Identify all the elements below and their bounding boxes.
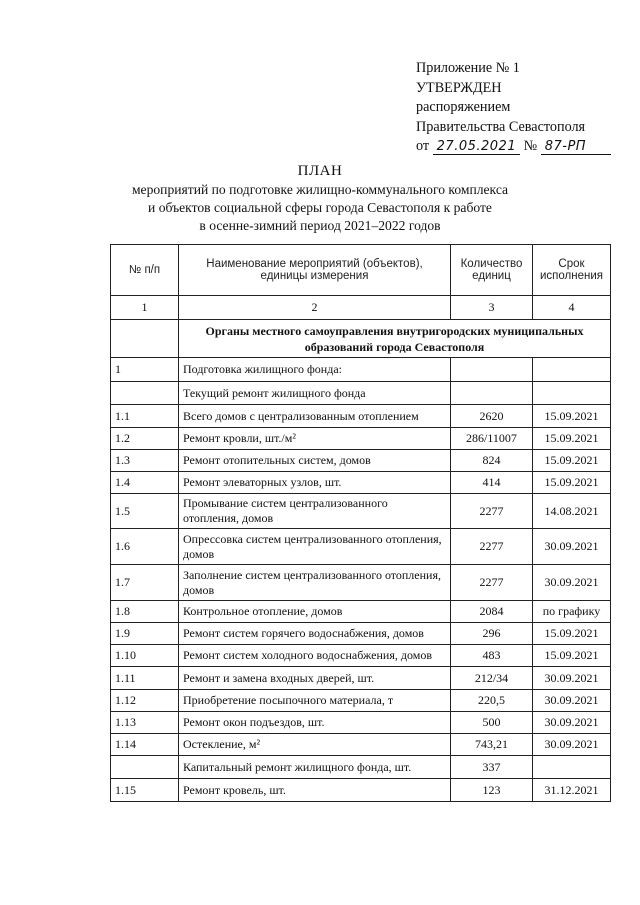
row-number [111,382,179,405]
row-deadline: 15.09.2021 [533,623,611,645]
table-row [111,405,611,428]
plan-subtitle-line1: мероприятий по подготовке жилищно-коммунального комплекса [131,182,509,197]
table-row [111,779,611,802]
row-name: Остекление, м² [179,734,451,756]
section-num-cell [111,320,179,358]
row-quantity: 2277 [451,565,533,601]
row-quantity: 743,21 [451,734,533,756]
table-row [111,450,611,472]
row-deadline: по графику [533,601,611,623]
row-deadline: 15.09.2021 [533,405,611,428]
table-row [111,601,611,623]
row-name: Ремонт кровли, шт./м² [179,428,451,450]
row-name: Ремонт и замена входных дверей, шт. [179,667,451,690]
plan-subtitle-line3: в осенне-зимний период 2021–2022 годов [199,218,441,233]
row-number: 1 [111,358,179,382]
table-row [111,358,611,382]
col-number-1: 1 [111,296,179,320]
row-deadline [533,358,611,382]
row-number: 1.3 [111,450,179,472]
table-row [111,382,611,405]
section-title: Органы местного самоуправления внутригородских муниципальных образований города Севастополя [179,320,611,358]
row-quantity [451,382,533,405]
row-deadline: 15.09.2021 [533,450,611,472]
row-number: 1.6 [111,529,179,565]
row-quantity: 2084 [451,601,533,623]
row-deadline [533,756,611,779]
number-label: № [523,138,538,154]
row-name: Текущий ремонт жилищного фонда [179,382,451,405]
order-date: 27.05.2021 [433,139,520,155]
row-number: 1.10 [111,645,179,667]
order-label: распоряжением [416,99,511,115]
row-quantity: 2277 [451,529,533,565]
header-num: № п/п [111,245,179,296]
table-row [111,565,611,601]
row-name: Подготовка жилищного фонда: [179,358,451,382]
row-quantity: 296 [451,623,533,645]
row-number: 1.5 [111,494,179,529]
row-quantity: 483 [451,645,533,667]
row-deadline: 30.09.2021 [533,529,611,565]
row-number [111,756,179,779]
table-row [111,734,611,756]
table-row [111,690,611,712]
header-term-line2: исполнения [539,270,603,282]
row-quantity: 2620 [451,405,533,428]
row-name: Ремонт кровель, шт. [179,779,451,802]
col-number-4: 4 [533,296,611,320]
row-quantity: 500 [451,712,533,734]
row-quantity: 123 [451,779,533,802]
row-quantity: 337 [451,756,533,779]
row-deadline [533,382,611,405]
header-term [533,245,611,296]
row-number: 1.7 [111,565,179,601]
row-deadline: 30.09.2021 [533,565,611,601]
table-row [111,529,611,565]
row-number: 1.15 [111,779,179,802]
order-number: 87-РП [541,139,611,155]
row-name: Промывание систем централизованного отопления, домов [179,494,451,529]
approval-block [416,59,626,157]
row-name: Ремонт отопительных систем, домов [179,450,451,472]
table-row [111,667,611,690]
row-number: 1.2 [111,428,179,450]
row-number: 1.11 [111,667,179,690]
row-number: 1.8 [111,601,179,623]
row-deadline: 14.08.2021 [533,494,611,529]
col-number-3: 3 [451,296,533,320]
row-quantity: 824 [451,450,533,472]
plan-table [110,244,611,802]
row-number: 1.13 [111,712,179,734]
table-row [111,494,611,529]
row-deadline: 30.09.2021 [533,734,611,756]
header-term-line1: Срок [558,258,585,270]
header-row [111,245,611,296]
row-quantity: 2277 [451,494,533,529]
row-name: Капитальный ремонт жилищного фонда, шт. [179,756,451,779]
table-row [111,472,611,494]
row-deadline: 30.09.2021 [533,667,611,690]
row-deadline: 30.09.2021 [533,690,611,712]
plan-heading: ПЛАН [297,163,343,179]
order-date-line [416,137,626,157]
column-number-row [111,296,611,320]
from-label: от [416,138,430,154]
row-name: Заполнение систем централизованного отопления, домов [179,565,451,601]
table-row [111,623,611,645]
row-name: Ремонт систем горячего водоснабжения, домов [179,623,451,645]
header-name: Наименование мероприятий (объектов), единицы измерения [179,245,451,296]
row-deadline: 15.09.2021 [533,472,611,494]
row-quantity: 286/11007 [451,428,533,450]
row-name: Ремонт элеваторных узлов, шт. [179,472,451,494]
government-label: Правительства Севастополя [416,118,586,135]
row-name: Опрессовка систем централизованного отопления, домов [179,529,451,565]
plan-subtitle-line2: и объектов социальной сферы города Севастополя к работе [148,200,492,215]
col-number-2: 2 [179,296,451,320]
table-row [111,756,611,779]
row-quantity: 414 [451,472,533,494]
table-row [111,428,611,450]
row-number: 1.14 [111,734,179,756]
appendix-label: Приложение № 1 [416,60,520,76]
row-deadline: 15.09.2021 [533,645,611,667]
row-name: Приобретение посыпочного материала, т [179,690,451,712]
table-row [111,645,611,667]
row-number: 1.9 [111,623,179,645]
row-name: Всего домов с централизованным отоплением [179,405,451,428]
row-quantity: 220,5 [451,690,533,712]
row-number: 1.1 [111,405,179,428]
row-number: 1.12 [111,690,179,712]
row-quantity: 212/34 [451,667,533,690]
header-qty: Количество единиц [451,245,533,296]
row-name: Контрольное отопление, домов [179,601,451,623]
row-name: Ремонт окон подъездов, шт. [179,712,451,734]
row-number: 1.4 [111,472,179,494]
row-quantity [451,358,533,382]
table-row [111,712,611,734]
row-name: Ремонт систем холодного водоснабжения, домов [179,645,451,667]
section-row [111,320,611,358]
approved-label: УТВЕРЖДЕН [416,79,502,96]
row-deadline: 31.12.2021 [533,779,611,802]
row-deadline: 30.09.2021 [533,712,611,734]
row-deadline: 15.09.2021 [533,428,611,450]
